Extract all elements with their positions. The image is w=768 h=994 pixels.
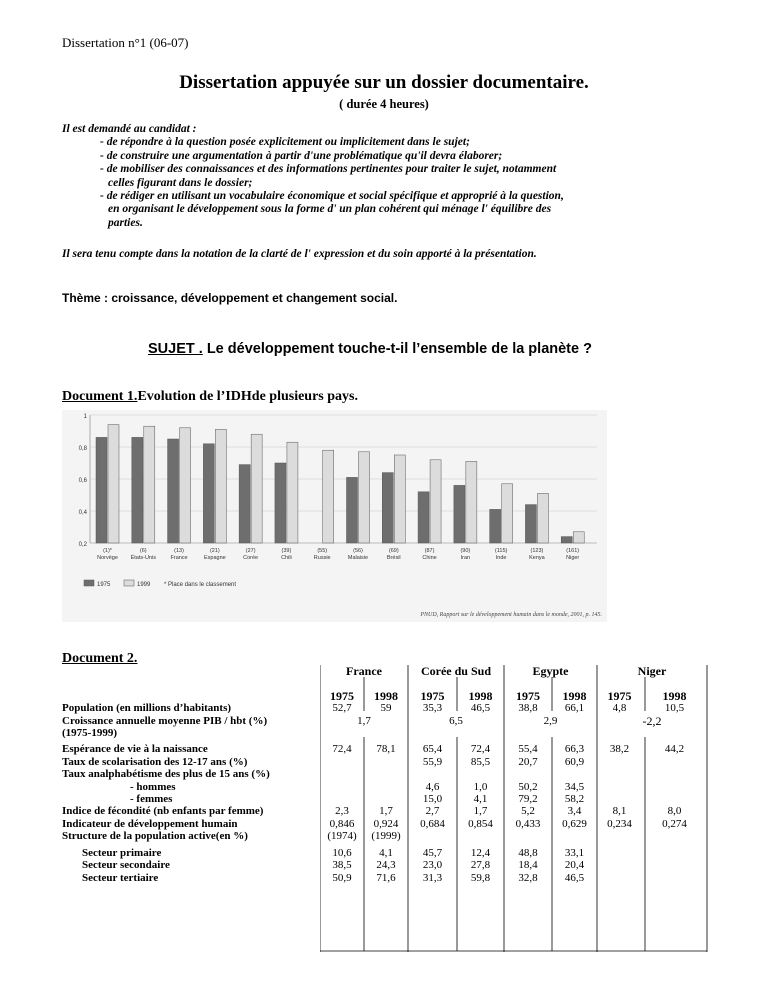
bar-1975 (382, 473, 393, 543)
table-cell: 6,5 (449, 714, 463, 727)
bar-1975 (347, 477, 358, 543)
row-label: Secteur primaire (82, 846, 162, 859)
table-cell: 48,8 (518, 846, 538, 859)
table-row (62, 843, 707, 859)
table-cell: 33,1 (564, 846, 585, 859)
table-cell: 50,2 (518, 780, 538, 793)
table-cell: 44,2 (664, 743, 685, 756)
table-row (62, 756, 707, 768)
table-cell: 20,4 (564, 859, 585, 872)
rank-label: (39) (281, 548, 292, 554)
country-header: France (346, 664, 382, 678)
table-row (62, 872, 707, 884)
row-label: (1975-1999) (62, 727, 117, 740)
table-cell (364, 793, 408, 805)
table-cell: 35,3 (422, 702, 443, 715)
table-cell (642, 847, 707, 859)
bar-1999 (144, 426, 155, 543)
table-cell: 4,1 (473, 793, 488, 806)
table-cell: 45,7 (422, 846, 443, 859)
x-tick-label: Kenya (529, 555, 545, 561)
table-cell: 78,1 (376, 743, 396, 756)
x-tick-label: Norvège (97, 555, 118, 561)
table-cell: 0,234 (607, 817, 632, 830)
table-cell (552, 830, 597, 842)
table-cell (364, 768, 408, 780)
rank-label: (21) (209, 548, 220, 554)
table-row (62, 768, 707, 780)
instructions (62, 123, 702, 230)
instructions-intro: Il est demandé au candidat : (62, 123, 197, 135)
document1-title: Evolution de l’IDHde plusieurs pays. (137, 389, 358, 404)
presentation-note: Il sera tenu compte dans la notation de la clarté de l' expression et du soin apporté à la présentation. (62, 248, 537, 260)
bar-1999 (287, 442, 298, 543)
table-cell (642, 859, 707, 871)
idh-chart (62, 410, 607, 622)
table-cell: 66,3 (564, 743, 585, 756)
table-row (62, 739, 707, 755)
instruction-item: - de répondre à la question posée explicitement ou implicitement dans le sujet; (100, 136, 470, 149)
table-cell (320, 768, 364, 780)
bar-1999 (394, 455, 405, 543)
row-label: Population (en millions d’habitants) (62, 702, 232, 715)
idh-chart-svg (62, 410, 607, 622)
table-cell: 65,4 (422, 743, 443, 756)
rank-label: (69) (388, 548, 399, 554)
bar-1999 (502, 484, 513, 543)
country-header: Corée du Sud (420, 664, 491, 678)
x-tick-label: Chine (422, 555, 437, 561)
bar-1999 (108, 425, 119, 543)
table-cell: 71,6 (376, 871, 396, 884)
bar-1975 (132, 437, 143, 543)
rank-label: (90) (460, 548, 471, 554)
table-cell (597, 847, 642, 859)
table-cell: 58,2 (564, 793, 585, 806)
year-header: 1998 (662, 688, 687, 703)
year-header: 1975 (607, 688, 632, 703)
table-cell: 3,4 (567, 805, 582, 818)
table-cell: 72,4 (470, 743, 491, 756)
table-cell: 55,9 (422, 755, 443, 768)
legend-label: 1999 (137, 582, 151, 588)
rank-label: (161) (566, 548, 580, 554)
table-cell (457, 768, 504, 780)
table-row (62, 781, 707, 793)
table-cell: 0,924 (373, 817, 399, 830)
table-row (62, 715, 707, 740)
table-cell: 38,8 (518, 702, 538, 715)
table-cell: 1,7 (357, 714, 371, 727)
bar-1975 (454, 485, 465, 543)
table-cell: 1,0 (473, 780, 488, 793)
table-cell (642, 756, 707, 768)
table-cell: 79,2 (518, 793, 538, 806)
table-cell: 24,3 (376, 859, 396, 872)
table-cell: 20,7 (518, 755, 538, 768)
instruction-item: celles figurant dans le dossier; (108, 176, 253, 189)
table-cell: 18,4 (518, 859, 538, 872)
rank-label: (56) (353, 548, 363, 554)
bar-1975 (418, 492, 429, 543)
table-row (62, 805, 707, 817)
row-label: Secteur tertiaire (82, 871, 159, 884)
row-label: Croissance annuelle moyenne PIB / hbt (%) (62, 714, 268, 727)
row-label: Structure de la population active(en %) (62, 830, 248, 843)
table-cell: 72,4 (332, 743, 352, 756)
table-cell (320, 781, 364, 793)
table-cell (642, 781, 707, 793)
table-cell (642, 872, 707, 884)
table-cell: 60,9 (564, 755, 585, 768)
table-cell: 32,8 (518, 871, 538, 884)
bar-1999 (251, 434, 262, 543)
table-cell: 52,7 (332, 702, 352, 715)
table-cell (364, 756, 408, 768)
x-tick-label: Corée (243, 555, 259, 561)
table-cell: 1,7 (379, 805, 393, 818)
instruction-item: - de mobiliser des connaissances et des informations pertinentes pour traiter le sujet, notamment (100, 163, 557, 176)
y-tick-label: 0,2 (78, 542, 87, 548)
table-cell: 34,5 (564, 780, 585, 793)
table-cell: 0,854 (468, 817, 493, 830)
y-tick-label: 0,8 (78, 446, 87, 452)
x-tick-label: Niger (566, 555, 580, 561)
year-header: 1998 (468, 688, 493, 703)
table-cell: 5,2 (521, 805, 535, 818)
instruction-item: - de construire une argumentation à partir d'une problématique qu'il devra élaborer; (100, 149, 503, 162)
x-tick-label: Malaisie (347, 555, 369, 561)
table-cell (642, 830, 707, 842)
y-tick-label: 0,6 (78, 478, 87, 484)
table-row (62, 793, 707, 805)
rank-label: (13) (174, 548, 184, 554)
x-tick-label: États-Unis (130, 555, 156, 561)
year-header: 1975 (330, 688, 354, 703)
table-cell: 4,6 (425, 780, 440, 793)
bar-1975 (203, 444, 214, 543)
table-cell (364, 781, 408, 793)
table-cell: 0,433 (515, 817, 541, 830)
table-cell (408, 768, 457, 780)
bar-1999 (323, 450, 334, 543)
table-cell (597, 872, 642, 884)
table-cell: 46,5 (470, 702, 491, 715)
table-cell: 66,1 (564, 702, 585, 715)
table-cell: 12,4 (470, 846, 491, 859)
legend-label: * Place dans le classement (164, 582, 237, 588)
table-cell: 46,5 (564, 871, 585, 884)
country-header: Egypte (532, 664, 569, 678)
bar-1999 (215, 429, 226, 543)
table-cell (597, 768, 642, 780)
document1-heading (62, 389, 358, 405)
chart-source: PNUD, Rapport sur le développement humain dans le monde, 2001, p. 145. (420, 612, 602, 618)
bar-1999 (537, 493, 548, 543)
table-cell (320, 793, 364, 805)
x-tick-label: Chili (281, 555, 292, 561)
table-cell: 2,7 (425, 805, 440, 818)
bar-1999 (430, 460, 441, 543)
table-cell: 55,4 (518, 743, 538, 756)
year-header: 1998 (374, 688, 398, 703)
table-cell: 0,629 (562, 817, 587, 830)
table-cell: 38,5 (332, 859, 352, 872)
row-label: Indicateur de développement humain (62, 817, 238, 830)
subject (148, 341, 592, 357)
document2-label: Document 2. (62, 651, 138, 666)
bar-1975 (525, 505, 536, 543)
bar-1975 (168, 439, 179, 543)
x-tick-label: Brésil (386, 555, 401, 561)
data-table (62, 665, 707, 884)
instruction-item: parties. (108, 216, 143, 229)
table-row (62, 702, 707, 714)
table-cell: 27,8 (470, 859, 491, 872)
table-cell (642, 768, 707, 780)
table-cell (408, 830, 457, 842)
year-header: 1975 (516, 688, 540, 703)
bar-1975 (239, 465, 250, 543)
row-label: Indice de fécondité (nb enfants par femme) (62, 805, 264, 818)
table-row (62, 859, 707, 871)
instruction-item: en organisant le développement sous la forme d' un plan cohérent qui ménage l' équilibre des (108, 203, 552, 216)
row-label: Taux analphabétisme des plus de 15 ans (%) (62, 768, 270, 781)
table-cell: 10,6 (332, 846, 352, 859)
table-cell (320, 756, 364, 768)
row-label: Taux de scolarisation des 12-17 ans (%) (62, 755, 248, 768)
table-cell: 15,0 (422, 793, 443, 806)
table-cell: 4,8 (612, 702, 627, 715)
rank-label: (55) (317, 548, 328, 554)
x-tick-label: Inde (495, 555, 507, 561)
y-tick-label: 1 (83, 414, 87, 420)
row-label: Secteur secondaire (82, 859, 170, 872)
y-tick-label: 0,4 (78, 510, 87, 516)
bar-1975 (96, 437, 107, 543)
rank-label: (6) (139, 548, 147, 554)
table-cell: (1999) (371, 830, 401, 843)
bar-1999 (466, 461, 477, 543)
bar-1999 (573, 532, 584, 543)
row-label: - hommes (130, 780, 176, 793)
bar-1975 (490, 509, 501, 543)
table-cell: 8,0 (667, 805, 682, 818)
x-tick-label: Iran (460, 555, 471, 561)
bar-1999 (180, 428, 191, 543)
rank-label: (115) (494, 548, 508, 554)
table-cell (504, 830, 552, 842)
table-cell: 59 (380, 702, 392, 715)
table-cell: 38,2 (609, 743, 630, 756)
bar-1975 (561, 537, 572, 543)
x-tick-label: France (170, 555, 188, 561)
table-cell: 50,9 (332, 871, 352, 884)
theme: Thème : croissance, développement et changement social. (62, 291, 398, 305)
rank-label: (1)* (103, 548, 112, 554)
table-cell: 0,274 (662, 817, 687, 830)
table-cell (642, 793, 707, 805)
table-cell (504, 768, 552, 780)
table-cell (457, 830, 504, 842)
x-tick-label: Espagne (203, 555, 226, 561)
table-cell (597, 830, 642, 842)
empty-label (62, 690, 320, 702)
document1-label: Document 1. (62, 389, 138, 404)
table-cell: -2,2 (642, 713, 662, 728)
table-row (62, 818, 707, 830)
table-cell: 23,0 (422, 859, 443, 872)
table-cell: (1974) (327, 830, 357, 843)
table-cell: 8,1 (612, 805, 627, 818)
bar-1999 (359, 452, 370, 543)
year-header: 1975 (420, 688, 445, 703)
table-cell: 59,8 (470, 871, 491, 884)
table-cell: 1,7 (473, 805, 488, 818)
page-header: Dissertation n°1 (06-07) (62, 35, 189, 50)
page-title: Dissertation appuyée sur un dossier documentaire. (179, 72, 589, 93)
table-cell (597, 781, 642, 793)
table-cell: 31,3 (422, 871, 443, 884)
table-cell: 4,1 (379, 846, 393, 859)
row-label: - femmes (130, 793, 173, 806)
table-cell: 2,3 (335, 805, 349, 818)
legend-label: 1975 (97, 582, 111, 588)
rank-label: (87) (424, 548, 435, 554)
rank-label: (27) (245, 548, 256, 554)
year-header: 1998 (562, 688, 587, 703)
table-cell: 85,5 (470, 755, 491, 768)
country-header: Niger (637, 664, 667, 678)
table-cell: 0,684 (420, 817, 445, 830)
table-cell (597, 859, 642, 871)
table-cell (552, 768, 597, 780)
subject-question: Le développement touche-t-il l’ensemble de la planète ? (202, 341, 592, 357)
table-cell: 2,9 (543, 714, 558, 727)
table-cell: 10,5 (664, 702, 685, 715)
subject-label: SUJET . (148, 341, 203, 357)
row-label: Espérance de vie à la naissance (62, 743, 208, 756)
table-cell (597, 756, 642, 768)
instruction-item: - de rédiger en utilisant un vocabulaire économique et social spécifique et approprié à la question, (100, 190, 564, 203)
bar-1975 (275, 463, 286, 543)
table-cell (597, 793, 642, 805)
x-tick-label: Russie (313, 555, 331, 561)
table-row (62, 830, 707, 842)
legend-swatch-1999 (124, 580, 134, 586)
duration: ( durée 4 heures) (339, 97, 429, 111)
legend-swatch-1975 (84, 580, 94, 586)
table-cell: 0,846 (329, 817, 355, 830)
rank-label: (123) (530, 548, 544, 554)
